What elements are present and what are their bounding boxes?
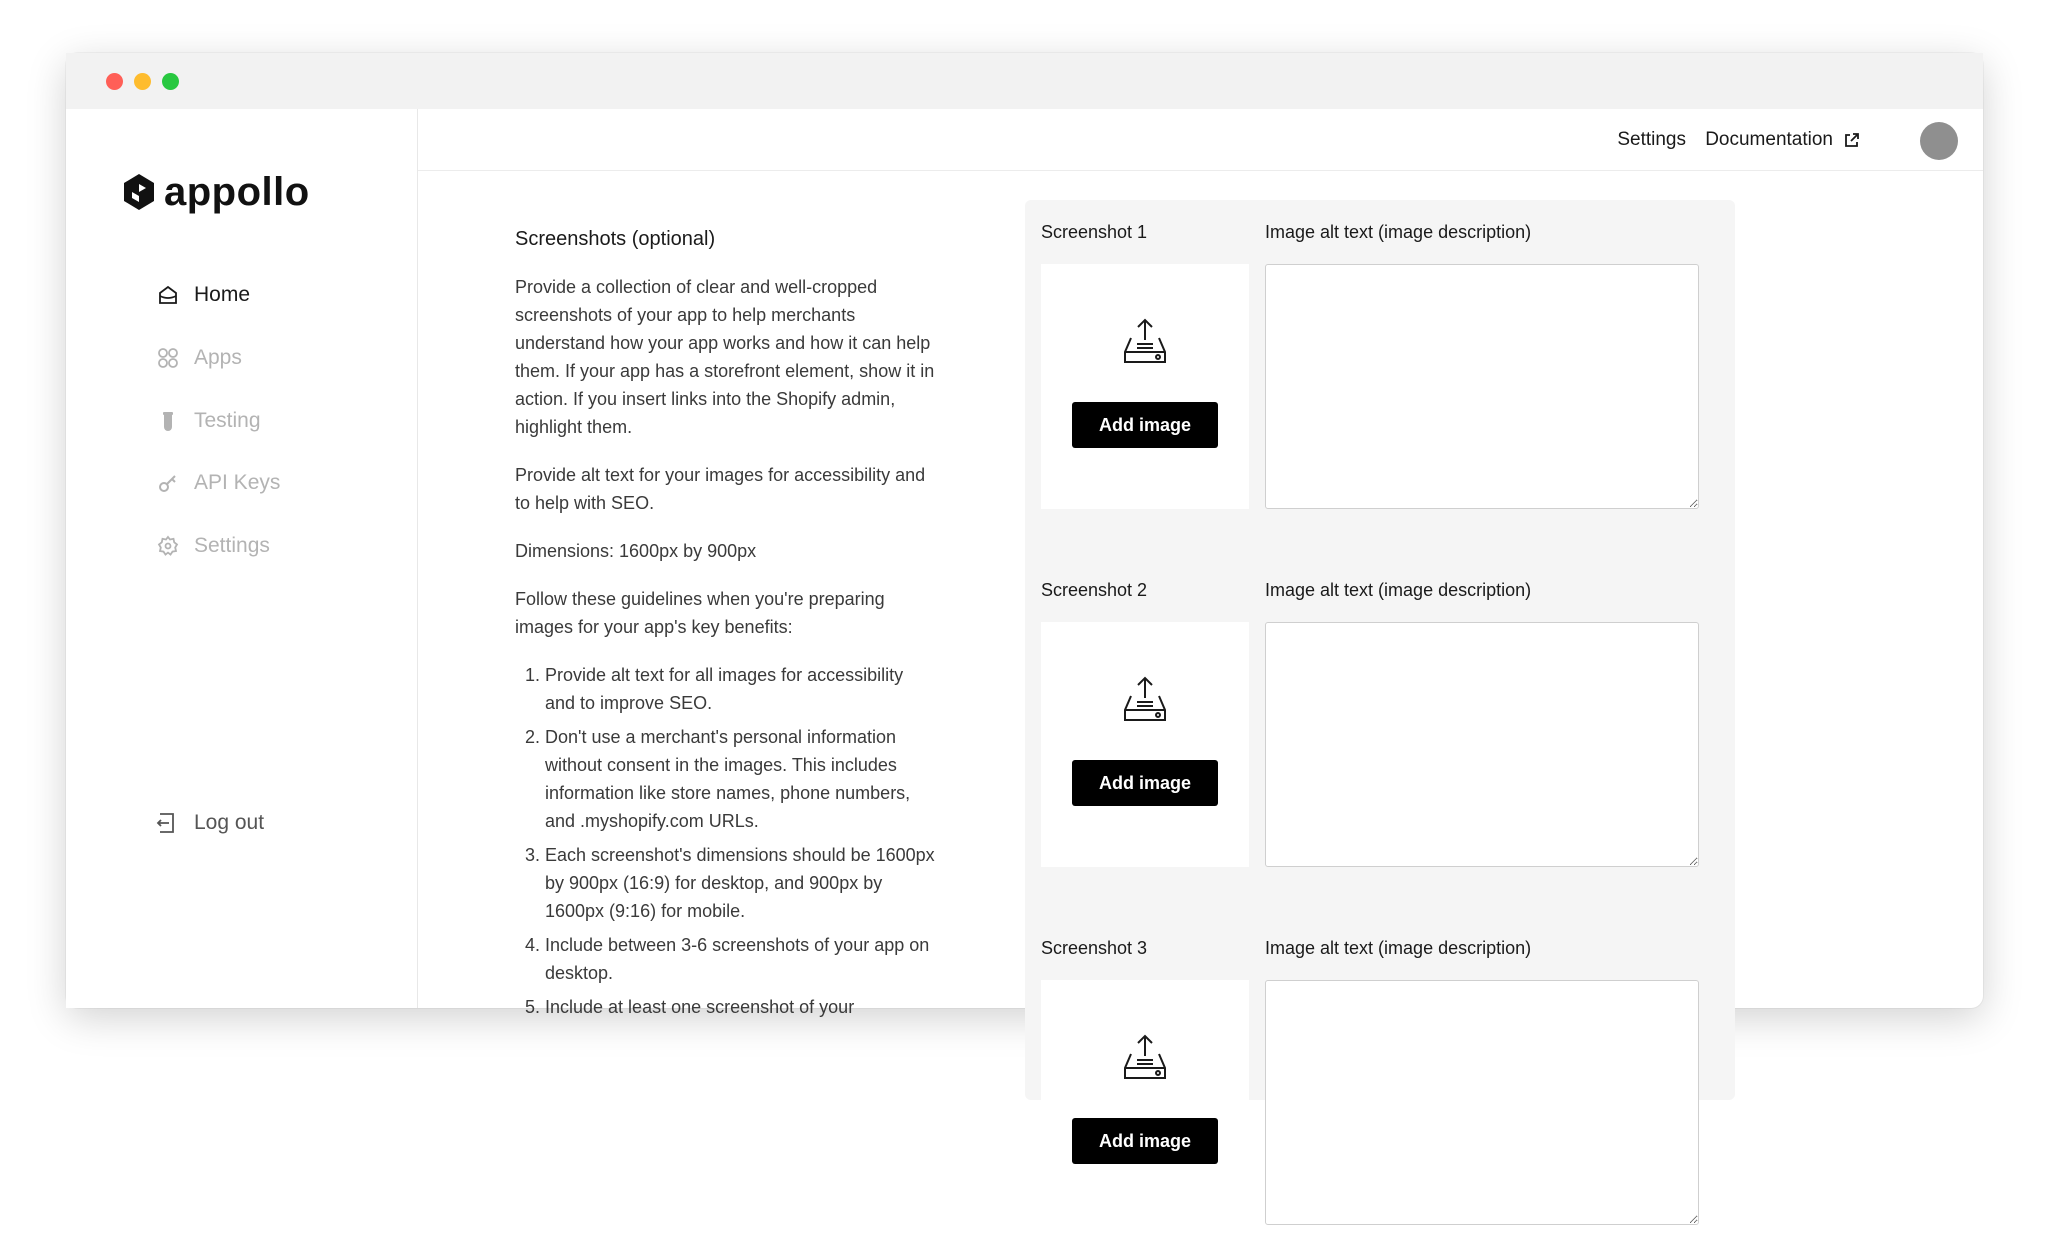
screenshot-slot	[1041, 580, 1721, 880]
add-image-button[interactable]: Add image	[1072, 1118, 1218, 1164]
top-bar	[418, 109, 1983, 171]
sidebar-item-label: Home	[194, 283, 251, 306]
list-item: 3. Each screenshot's dimensions should be 1600px by 900px (16:9) for desktop, and 900px by 1600px (9:16) for mobile.	[545, 841, 935, 925]
window-titlebar	[66, 53, 1983, 109]
sidebar-item-label: Apps	[194, 346, 242, 369]
close-window-button[interactable]	[106, 73, 123, 90]
logo-text: appollo	[164, 169, 310, 214]
guidelines-list	[545, 661, 935, 1021]
apps-icon	[156, 346, 180, 370]
alt-text-label: Image alt text (image description)	[1265, 580, 1532, 600]
logout-button[interactable]	[156, 811, 264, 835]
sidebar-item-label: API Keys	[194, 471, 281, 494]
screenshot-slot	[1041, 938, 1721, 1238]
external-link-icon	[1843, 132, 1860, 149]
screenshot-label: Screenshot 1	[1041, 222, 1148, 242]
screenshot-label: Screenshot 2	[1041, 580, 1148, 600]
screenshot-label: Screenshot 3	[1041, 938, 1148, 958]
list-item: 5. Include at least one screenshot of your	[545, 993, 935, 1021]
maximize-window-button[interactable]	[162, 73, 179, 90]
appollo-logo-icon	[122, 172, 156, 212]
home-icon	[156, 283, 180, 307]
alt-text-input[interactable]	[1265, 264, 1699, 509]
list-item: 2. Don't use a merchant's personal information without consent in the images. This includes information like store names, phone numbers, and .myshopify.com URLs.	[545, 723, 935, 835]
sidebar-item-testing[interactable]	[156, 405, 261, 437]
sidebar-item-api-keys[interactable]	[156, 467, 280, 499]
sidebar-item-apps[interactable]	[156, 342, 242, 374]
alt-text-label: Image alt text (image description)	[1265, 938, 1532, 958]
key-icon	[156, 471, 180, 495]
logo[interactable]	[122, 169, 310, 215]
description-paragraph: Provide a collection of clear and well-cropped screenshots of your app to help merchants understand how your app works and how it can help them. If your app has a storefront element, show it in action. If you insert links into the Shopify admin, highlight them.	[515, 277, 935, 437]
add-image-button[interactable]: Add image	[1072, 760, 1218, 806]
sidebar-item-label: Settings	[194, 534, 270, 557]
app-window	[66, 53, 1983, 1151]
minimize-window-button[interactable]	[134, 73, 151, 90]
upload-tray-icon	[1119, 316, 1171, 368]
section-title: Screenshots (optional)	[515, 228, 716, 250]
sidebar-item-home[interactable]	[156, 279, 250, 311]
alt-text-input[interactable]	[1265, 622, 1699, 867]
test-tube-icon	[156, 409, 180, 433]
main-content	[418, 171, 1983, 1151]
description-paragraph: Follow these guidelines when you're preparing images for your app's key benefits:	[515, 589, 885, 637]
documentation-link[interactable]	[1705, 129, 1860, 151]
alt-text-label: Image alt text (image description)	[1265, 222, 1532, 242]
dimensions-text: Dimensions: 1600px by 900px	[515, 541, 757, 561]
image-upload-dropzone[interactable]	[1041, 622, 1249, 867]
alt-text-input[interactable]	[1265, 980, 1699, 1225]
add-image-button[interactable]: Add image	[1072, 402, 1218, 448]
image-upload-dropzone[interactable]	[1041, 264, 1249, 509]
image-upload-dropzone[interactable]	[1041, 980, 1249, 1225]
gear-icon	[156, 534, 180, 558]
screenshot-slot	[1041, 222, 1721, 522]
upload-tray-icon	[1119, 674, 1171, 726]
logout-icon	[156, 811, 180, 835]
sidebar-item-label: Testing	[194, 409, 261, 432]
list-item: 1. Provide alt text for all images for accessibility and to improve SEO.	[545, 661, 935, 717]
screenshots-description	[515, 225, 935, 1027]
screenshots-panel	[1025, 200, 1735, 1151]
settings-link[interactable]: Settings	[1617, 129, 1686, 150]
documentation-label: Documentation	[1705, 129, 1833, 150]
upload-tray-icon	[1119, 1032, 1171, 1084]
sidebar-item-settings[interactable]	[156, 530, 270, 562]
list-item: 4. Include between 3-6 screenshots of your app on desktop.	[545, 931, 935, 987]
description-paragraph: Provide alt text for your images for accessibility and to help with SEO.	[515, 465, 926, 513]
avatar[interactable]	[1920, 122, 1958, 160]
sidebar	[66, 109, 418, 1008]
logout-label: Log out	[194, 811, 265, 834]
